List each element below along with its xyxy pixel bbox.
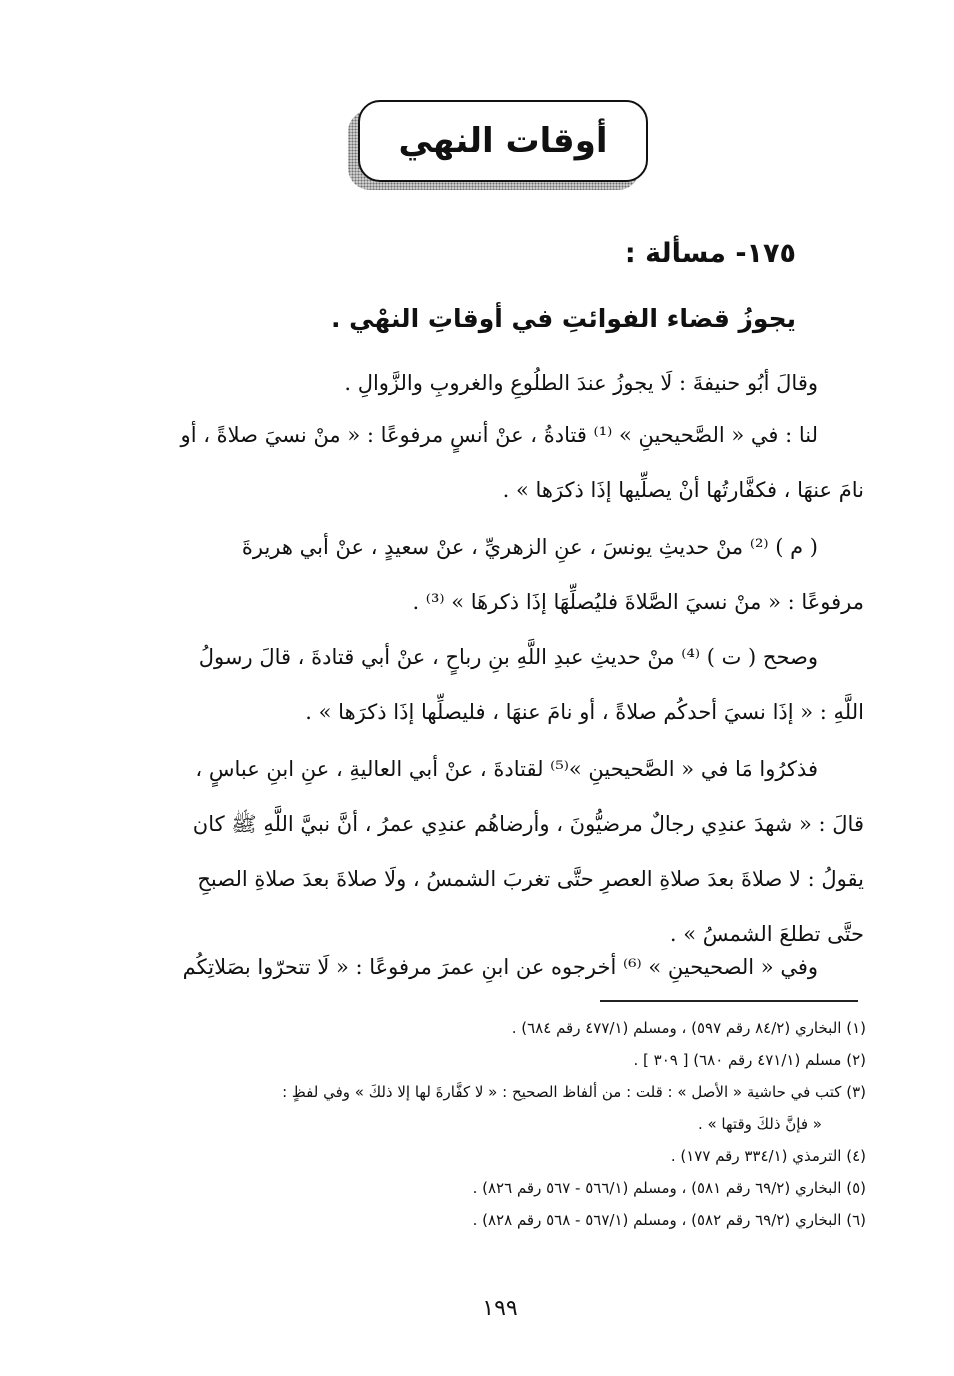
paragraph — [150, 630, 864, 740]
paragraph-line: فذكرُوا مَا في « الصَّحيحينِ »⁽⁵⁾ لقتادةَ ، عنْ أبي العاليةِ ، عنِ ابنِ عباسٍ ، — [195, 757, 818, 781]
paragraph-line: وفي « الصحيحينِ » ⁽⁶⁾ أخرجوه عن ابنِ عمرَ مرفوعًا : « لَا تتحرّوا بصَلاتِكُم — [182, 955, 818, 979]
paragraph-line: وصحح ( ت ) ⁽⁴⁾ منْ حديثِ عبدِ اللَّهِ بنِ رباحٍ ، عنْ أبي قتادةَ ، قالَ رسولُ — [198, 645, 818, 669]
paragraph-line: ( م ) ⁽²⁾ منْ حديثِ يونسَ ، عنِ الزهريِّ ، عنْ سعيدٍ ، عنْ أبي هريرةَ — [241, 535, 818, 559]
paragraph — [150, 356, 864, 411]
chapter-title: أوقات النهي — [398, 121, 608, 161]
page-number: ١٩٩ — [482, 1296, 518, 1321]
question-number: ١٧٥- مسألة : — [624, 238, 796, 269]
paragraph-line: نامَ عنهَا ، فكفَّارتُها أنْ يصلِّيها إذَا ذكرَها » . — [502, 478, 864, 502]
ruling-statement: يجوزُ قضاء الفوائتِ في أوقاتِ النهْي . — [330, 304, 796, 333]
footnote: (٢) مسلم (٤٧١/١ رقم ٦٨٠) [ ٣٠٩ ] . — [633, 1051, 866, 1069]
paragraph-line: اللَّهِ : « إذَا نسيَ أحدكُم صلاةً ، أو نامَ عنهَا ، فليصلِّها إذَا ذكرَها » . — [305, 700, 864, 724]
paragraph — [150, 940, 864, 995]
paragraph-line: قالَ : « شهدَ عندِي رجالٌ مرضيُّونَ ، وأرضاهُم عندِي عمرُ ، أنَّ نبيَّ اللَّهِ ﷺ كان — [192, 812, 864, 836]
footnote: (٣) كتب في حاشية « الأصل » : قلت : من ألفاظ الصحيح : « لا كفَّارةَ لها إلا ذلكَ » وفي لفظٍ : — [282, 1083, 866, 1101]
paragraph — [150, 520, 864, 630]
footnote: (٤) الترمذي (٣٣٤/١ رقم ١٧٧) . — [670, 1147, 866, 1165]
footnote-divider — [600, 1000, 858, 1002]
paragraph-line: لنا : في « الصَّحيحينِ » ⁽¹⁾ قتادةُ ، عنْ أنسٍ مرفوعًا : « منْ نسيَ صلاةً ، أو — [180, 423, 818, 447]
title-frame — [358, 100, 648, 182]
paragraph-line: يقولُ : لا صلاةَ بعدَ صلاةِ العصرِ حتَّى تغربَ الشمسُ ، ولَا صلاةَ بعدَ صلاةِ الصبحِ — [197, 867, 864, 891]
chapter-title-frame — [348, 100, 648, 190]
paragraph — [150, 408, 864, 518]
paragraph-line: حتَّى تطلعَ الشمسُ » . — [669, 922, 864, 946]
paragraph — [150, 742, 864, 962]
footnote: (٥) البخاري (٦٩/٢ رقم ٥٨١) ، ومسلم (٥٦٦/١ - ٥٦٧ رقم ٨٢٦) . — [472, 1179, 866, 1197]
paragraph-line: وقالَ أبُو حنيفةَ : لَا يجوزُ عندَ الطلُوعِ والغروبِ والزَّوالِ . — [344, 371, 818, 395]
paragraph-line: مرفوعًا : « منْ نسيَ الصَّلاةَ فليُصلِّهَا إذَا ذكرهَا » ⁽³⁾ . — [412, 590, 864, 614]
footnotes — [150, 1012, 866, 1236]
footnote: (٦) البخاري (٦٩/٢ رقم ٥٨٢) ، ومسلم (٥٦٧/١ - ٥٦٨ رقم ٨٢٨) . — [472, 1211, 866, 1229]
footnote: (١) البخاري (٨٤/٢ رقم ٥٩٧) ، ومسلم (٤٧٧/١ رقم ٦٨٤) . — [511, 1019, 866, 1037]
footnote-continuation: « فإنَّ ذلكَ وقتها » . — [697, 1115, 822, 1133]
